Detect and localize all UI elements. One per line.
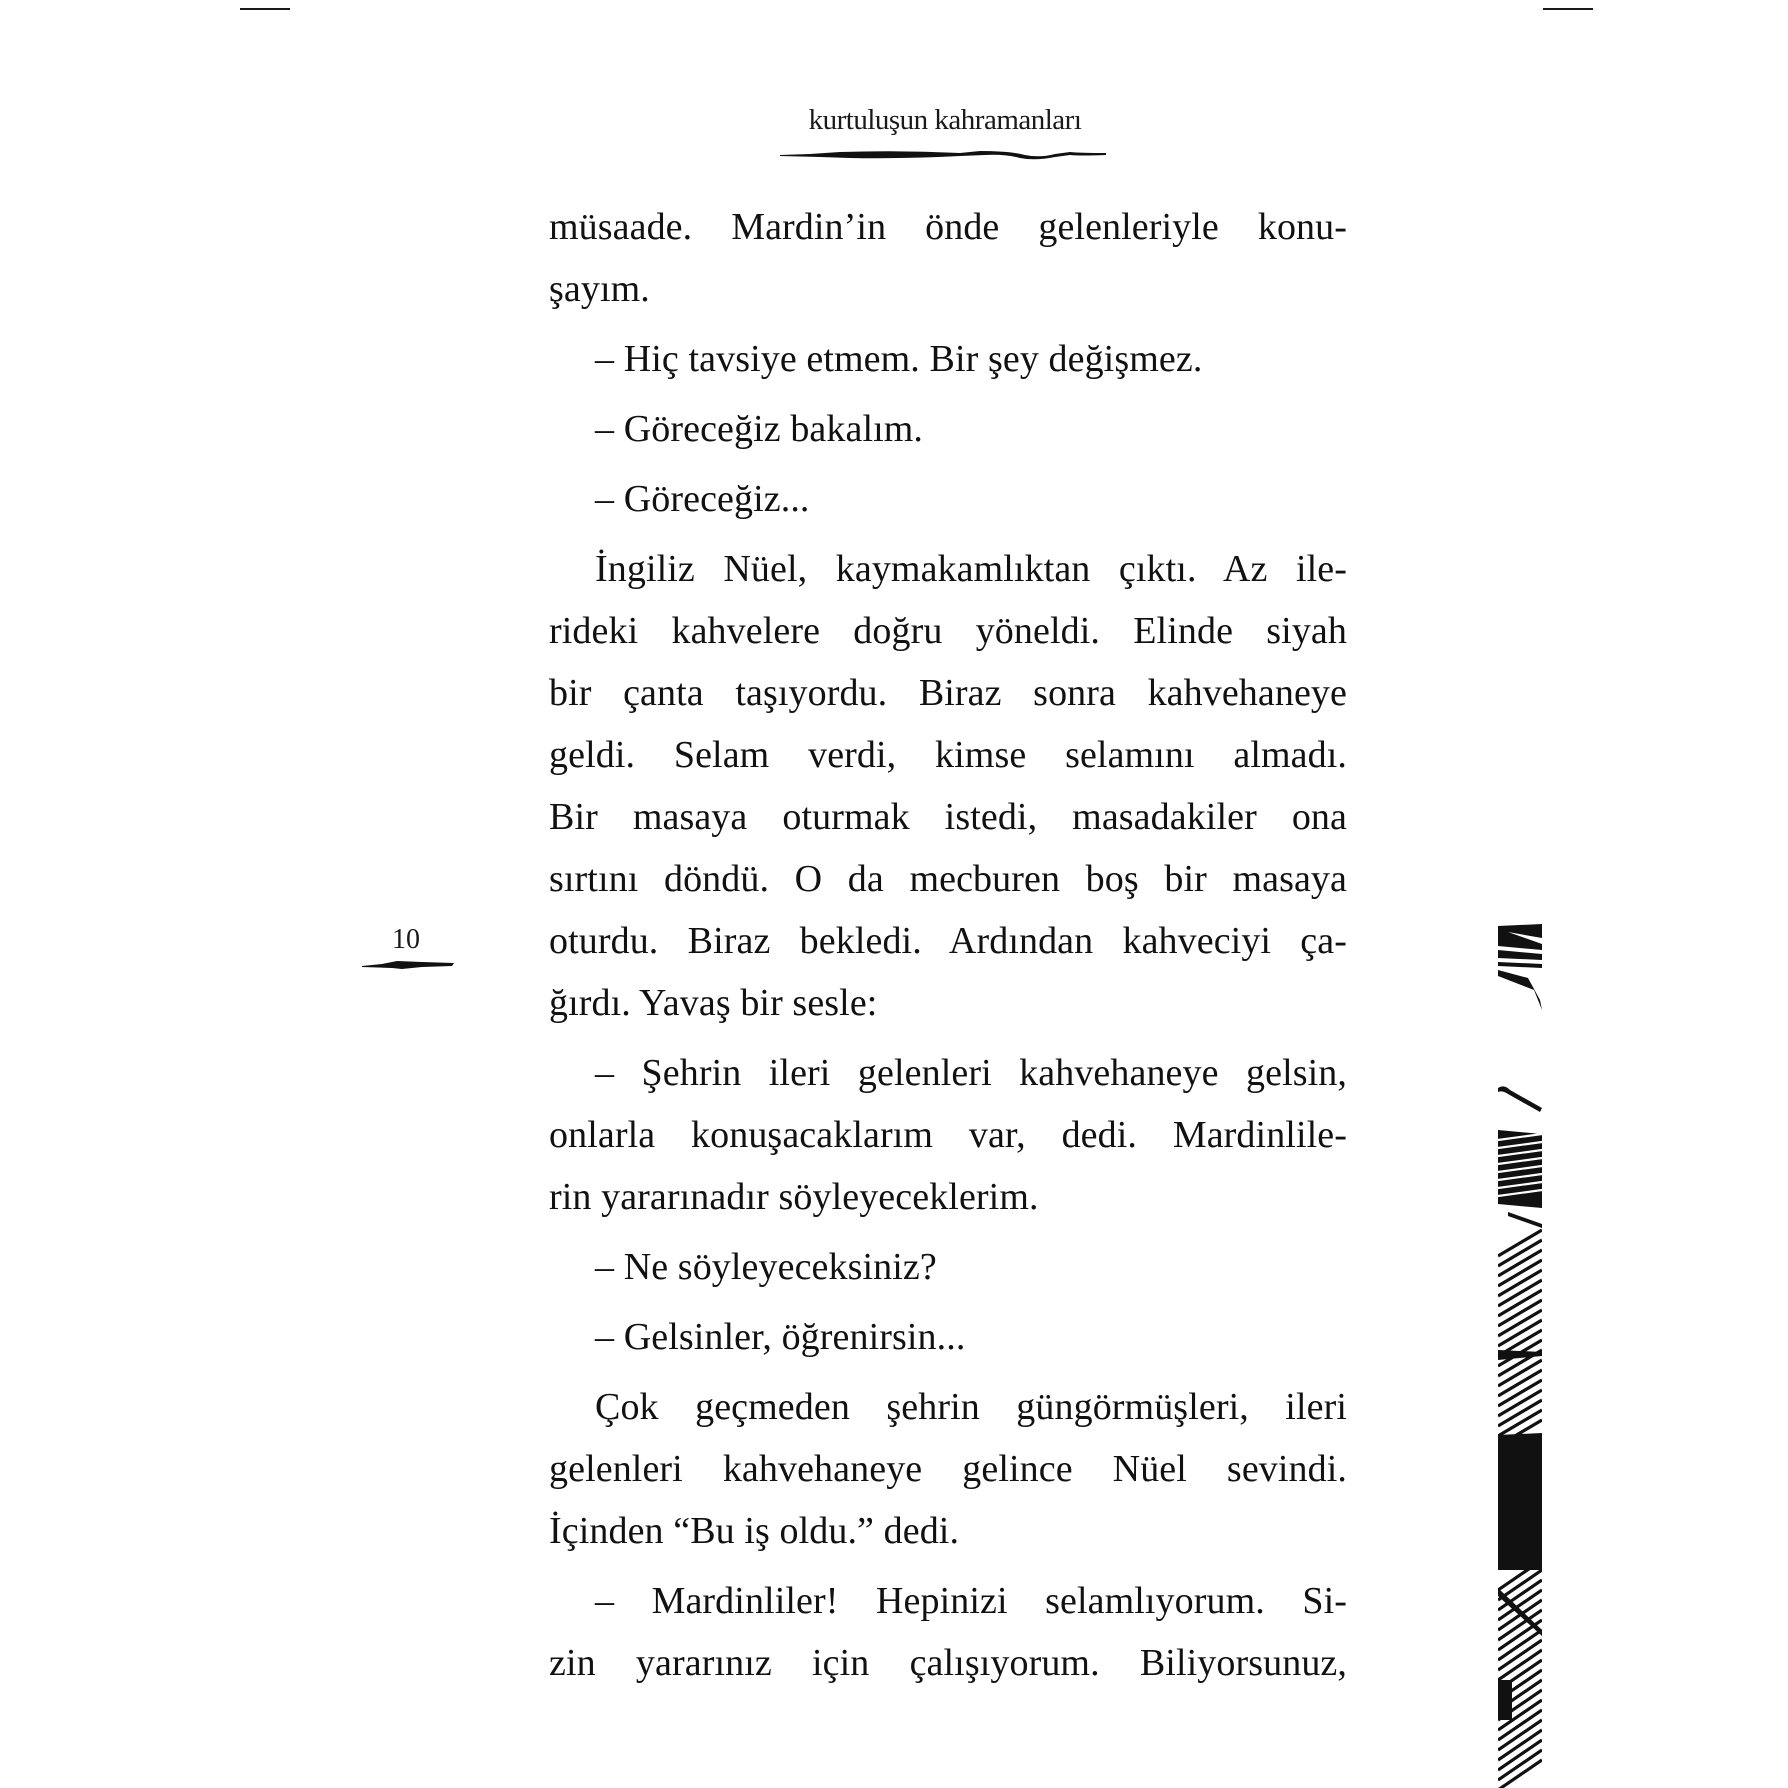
- page-number-brush-stroke-icon: [362, 958, 454, 972]
- text-line: sırtını döndü. O da mecburen boş bir masaya: [549, 858, 1347, 900]
- text-line: rin yararınadır söyleyeceklerim.: [549, 1176, 1039, 1218]
- text-line: gelenleri kahvehaneye gelince Nüel sevindi.: [549, 1448, 1347, 1490]
- text-line: oturdu. Biraz bekledi. Ardından kahveciyi ça-: [549, 920, 1347, 962]
- crop-mark-top-left: [240, 8, 290, 10]
- text-line: Çok geçmeden şehrin güngörmüşleri, ileri: [595, 1386, 1347, 1428]
- page-number: 10: [392, 924, 420, 955]
- crop-mark-top-right: [1543, 8, 1593, 10]
- dialogue-line: – Gelsinler, öğrenirsin...: [595, 1316, 966, 1358]
- text-line: şayım.: [549, 268, 650, 310]
- text-line: ğırdı. Yavaş bir sesle:: [549, 982, 878, 1024]
- body-text: [549, 196, 1347, 1694]
- dialogue-line: – Ne söyleyeceksiniz?: [595, 1246, 937, 1288]
- running-header: kurtuluşun kahramanları: [808, 104, 1082, 136]
- hatched-brush-band-icon: [1498, 920, 1542, 1788]
- dialogue-line: – Göreceğiz...: [595, 478, 810, 520]
- dialogue-line: – Mardinliler! Hepinizi selamlıyorum. Si-: [595, 1580, 1347, 1622]
- header-brush-stroke-icon: [780, 147, 1106, 163]
- text-line: geldi. Selam verdi, kimse selamını almadı.: [549, 734, 1347, 776]
- text-line: İngiliz Nüel, kaymakamlıktan çıktı. Az ile-: [595, 548, 1347, 590]
- text-line: rideki kahvelere doğru yöneldi. Elinde siyah: [549, 610, 1347, 652]
- text-line: zin yararınız için çalışıyorum. Biliyorsunuz,: [549, 1642, 1347, 1684]
- text-line: İçinden “Bu iş oldu.” dedi.: [549, 1510, 960, 1552]
- text-line: onlarla konuşacaklarım var, dedi. Mardinlile-: [549, 1114, 1347, 1156]
- dialogue-line: – Hiç tavsiye etmem. Bir şey değişmez.: [595, 338, 1203, 380]
- text-line: bir çanta taşıyordu. Biraz sonra kahvehaneye: [549, 672, 1347, 714]
- dialogue-line: – Şehrin ileri gelenleri kahvehaneye gelsin,: [595, 1052, 1347, 1094]
- dialogue-line: – Göreceğiz bakalım.: [595, 408, 924, 450]
- text-line: Bir masaya oturmak istedi, masadakiler ona: [549, 796, 1347, 838]
- text-line: müsaade. Mardin’in önde gelenleriyle konu-: [549, 206, 1347, 248]
